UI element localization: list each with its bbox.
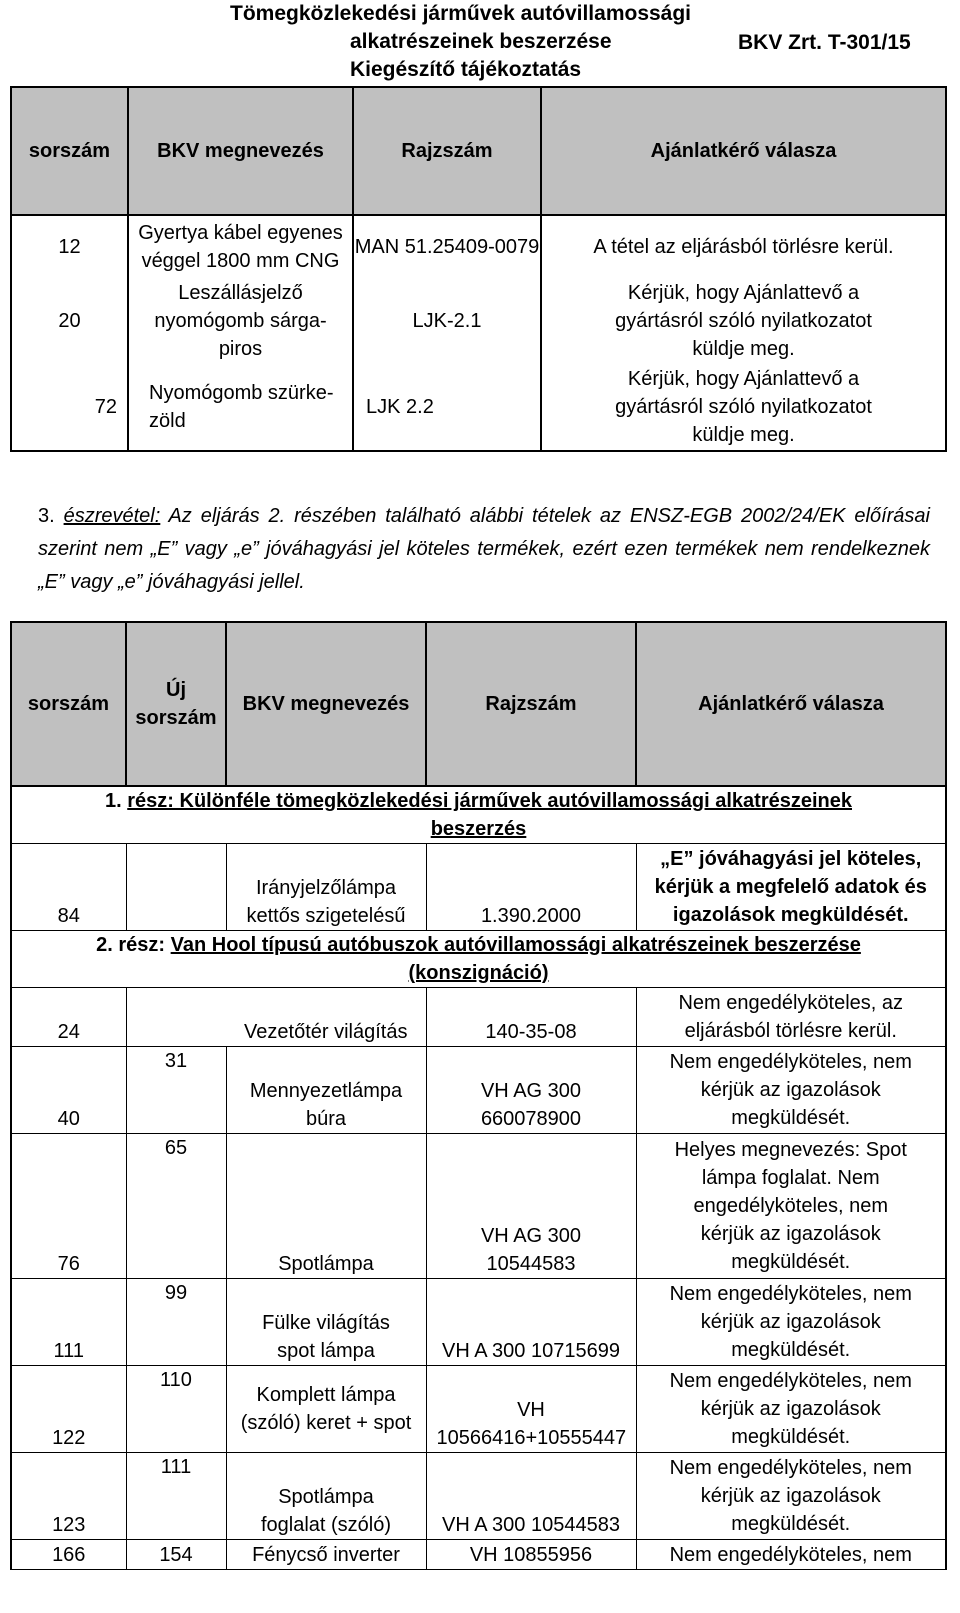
- table-row: [11, 215, 946, 278]
- row-answer: „E” jóváhagyási jel köteles, kérjük a megfelelő adatok és igazolások megküldését.: [636, 844, 946, 931]
- row-new-number: 111: [126, 1453, 226, 1540]
- remark-text: Az eljárás 2. részében található alábbi tételek az ENSZ-EGB 2002/24/EK előírásai szerint nem „E” vagy „e” jóváhagyási jel köteles termékek, ezért ezen termékek nem rendelkeznek „E” vagy „e” jóváhagyási jellel.: [38, 505, 930, 593]
- table-row: [11, 1540, 946, 1570]
- document-header: [230, 0, 700, 84]
- row-drawing: VH 10855956: [426, 1540, 636, 1570]
- table-header-row: [11, 87, 946, 215]
- row-name: Spotlámpa: [226, 1134, 426, 1279]
- section-row-2: [11, 931, 946, 988]
- section-1-number: 1.: [105, 790, 122, 812]
- section-2-number: 2.: [96, 934, 113, 956]
- row-number: 24: [11, 988, 126, 1047]
- row-drawing: 1.390.2000: [426, 844, 636, 931]
- row-answer: A tétel az eljárásból törlésre kerül.: [541, 215, 946, 278]
- row-number: 12: [11, 215, 128, 278]
- row-drawing: LJK-2.1: [353, 278, 541, 364]
- items-table-2: [10, 621, 947, 1570]
- table-row: [11, 844, 946, 931]
- row-number: 72: [11, 364, 128, 451]
- row-name: Spotlámpa foglalat (szóló): [226, 1453, 426, 1540]
- row-new-number: 154: [126, 1540, 226, 1570]
- table-row: [11, 988, 946, 1047]
- header-reference: BKV Zrt. T-301/15: [738, 31, 911, 54]
- col-header-new-number: Új sorszám: [126, 622, 226, 786]
- row-number: 40: [11, 1047, 126, 1134]
- remark-number: 3.: [38, 505, 55, 527]
- row-name: Irányjelzőlámpa kettős szigetelésű: [226, 844, 426, 931]
- row-answer: Kérjük, hogy Ajánlattevő a gyártásról szóló nyilatkozatot küldje meg.: [541, 278, 946, 364]
- row-answer: Helyes megnevezés: Spot lámpa foglalat. Nem engedélyköteles, nem kérjük az igazolások megküldését.: [636, 1134, 946, 1279]
- row-drawing: VH A 300 10544583: [426, 1453, 636, 1540]
- row-new-number: 110: [126, 1366, 226, 1453]
- col-header-answer: Ajánlatkérő válasza: [541, 87, 946, 215]
- col-header-name: BKV megnevezés: [128, 87, 353, 215]
- row-new-number: 99: [126, 1279, 226, 1366]
- items-table-1: [10, 86, 947, 452]
- row-name: Fülke világítás spot lámpa: [226, 1279, 426, 1366]
- row-answer: Nem engedélyköteles, nem kérjük az igazolások megküldését.: [636, 1366, 946, 1453]
- table-row: [11, 278, 946, 364]
- col-header-drawing: Rajzszám: [426, 622, 636, 786]
- row-answer: Nem engedélyköteles, nem kérjük az igazolások megküldését.: [636, 1279, 946, 1366]
- row-drawing: VH AG 300 10544583: [426, 1134, 636, 1279]
- row-drawing: VH A 300 10715699: [426, 1279, 636, 1366]
- row-number: 122: [11, 1366, 126, 1453]
- row-drawing: MAN 51.25409-0079: [353, 215, 541, 278]
- section-2-title: Van Hool típusú autóbuszok autóvillamossági alkatrészeinek beszerzése (konszignáció): [170, 934, 861, 984]
- col-header-name: BKV megnevezés: [226, 622, 426, 786]
- table-row: [11, 1453, 946, 1540]
- header-line-1: Tömegközlekedési járművek autóvillamossági: [230, 2, 692, 25]
- row-drawing: LJK 2.2: [353, 364, 541, 451]
- table-row: [11, 1134, 946, 1279]
- row-drawing: VH AG 300 660078900: [426, 1047, 636, 1134]
- row-answer: Nem engedélyköteles, az eljárásból törlésre kerül.: [636, 988, 946, 1047]
- table-row: [11, 1047, 946, 1134]
- row-new-number: [126, 988, 226, 1047]
- remark-label: észrevétel:: [63, 505, 161, 527]
- table-row: [11, 364, 946, 451]
- row-name: Vezetőtér világítás: [226, 988, 426, 1047]
- row-name: Gyertya kábel egyenes véggel 1800 mm CNG: [128, 215, 353, 278]
- row-number: 123: [11, 1453, 126, 1540]
- row-drawing: VH 10566416+10555447: [426, 1366, 636, 1453]
- row-new-number: [126, 844, 226, 931]
- row-drawing: 140-35-08: [426, 988, 636, 1047]
- header-line-3: Kiegészítő tájékoztatás: [350, 58, 582, 81]
- row-new-number: 31: [126, 1047, 226, 1134]
- row-answer: Nem engedélyköteles, nem kérjük az igazolások megküldését.: [636, 1453, 946, 1540]
- row-number: 84: [11, 844, 126, 931]
- col-header-drawing: Rajzszám: [353, 87, 541, 215]
- row-name: Leszállásjelző nyomógomb sárga-piros: [128, 278, 353, 364]
- row-name: Nyomógomb szürke-zöld: [128, 364, 353, 451]
- row-answer: Kérjük, hogy Ajánlattevő a gyártásról szóló nyilatkozatot küldje meg.: [541, 364, 946, 451]
- section-2-prefix: rész:: [118, 934, 166, 956]
- section-row-1: [11, 786, 946, 844]
- row-answer: Nem engedélyköteles, nem kérjük az igazolások megküldését.: [636, 1047, 946, 1134]
- remark-paragraph: [38, 500, 930, 599]
- row-number: 76: [11, 1134, 126, 1279]
- col-header-number: sorszám: [11, 87, 128, 215]
- table-header-row: [11, 622, 946, 786]
- row-number: 166: [11, 1540, 126, 1570]
- row-name: Komplett lámpa (szóló) keret + spot: [226, 1366, 426, 1453]
- row-name: Mennyezetlámpa búra: [226, 1047, 426, 1134]
- col-header-number: sorszám: [11, 622, 126, 786]
- section-title-1: [11, 786, 946, 844]
- row-name: Fénycső inverter: [226, 1540, 426, 1570]
- row-number: 20: [11, 278, 128, 364]
- col-header-answer: Ajánlatkérő válasza: [636, 622, 946, 786]
- header-line-2: alkatrészeinek beszerzése: [350, 30, 612, 53]
- table-row: [11, 1366, 946, 1453]
- row-answer: Nem engedélyköteles, nem: [636, 1540, 946, 1570]
- table-row: [11, 1279, 946, 1366]
- section-title-2: [11, 931, 946, 988]
- row-number: 111: [11, 1279, 126, 1366]
- section-1-title: rész: Különféle tömegközlekedési járművek autóvillamossági alkatrészeinek beszerzés: [127, 790, 852, 840]
- row-new-number: 65: [126, 1134, 226, 1279]
